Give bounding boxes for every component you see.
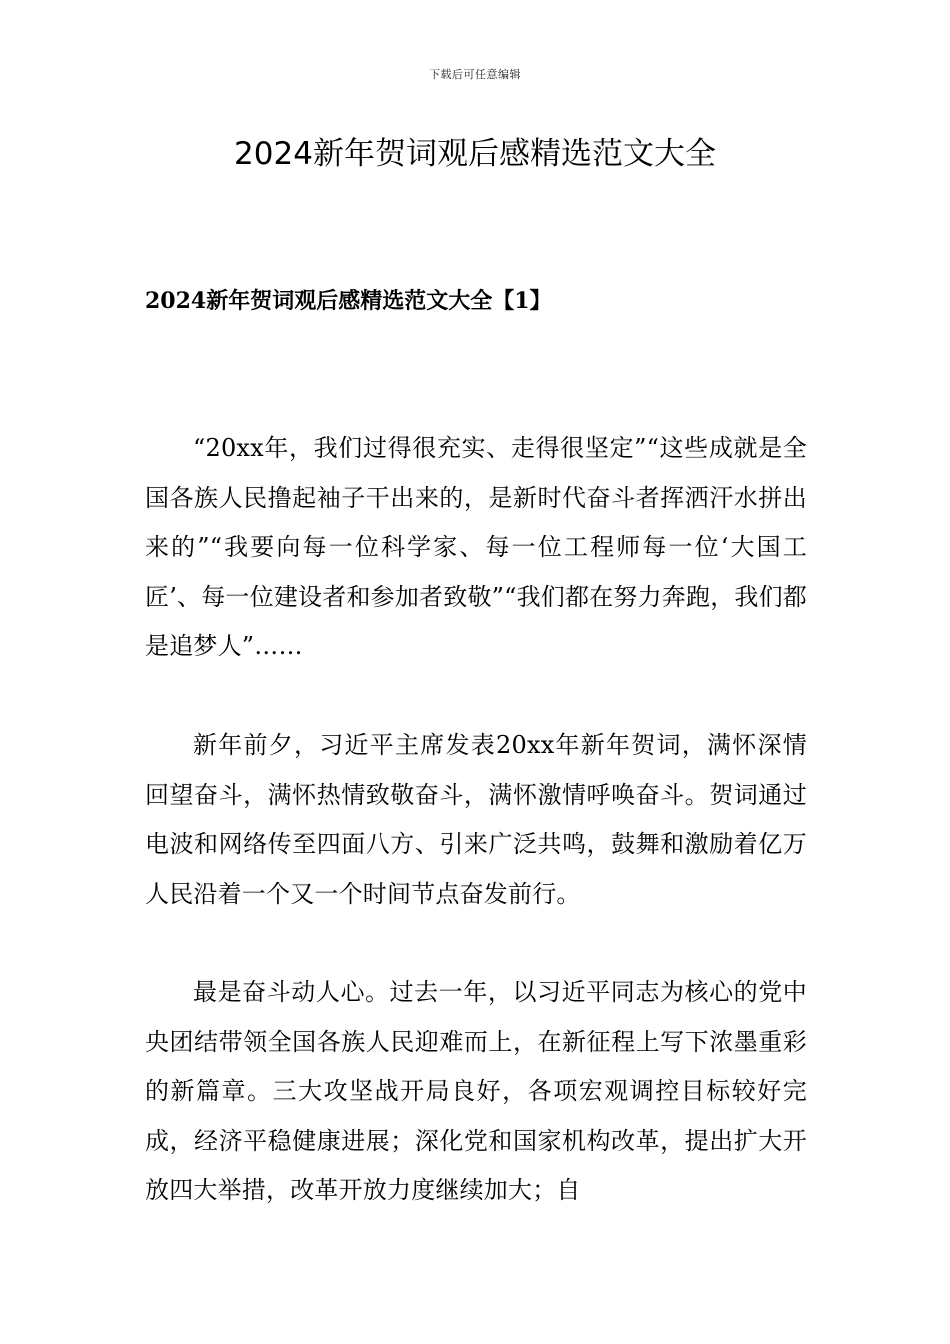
paragraph-2: 新年前夕，习近平主席发表20xx年新年贺词，满怀深情回望奋斗，满怀热情致敬奋斗，满怀激情呼唤奋斗。贺词通过电波和网络传至四面八方、引来广泛共鸣，鼓舞和激励着亿万人民沿着一个又一个时间节点奋发前行。: [145, 731, 807, 908]
section-heading: 2024新年贺词观后感精选范文大全【1】: [145, 288, 552, 314]
header-note: 下载后可任意编辑: [429, 68, 521, 81]
paragraph-3: 最是奋斗动人心。过去一年，以习近平同志为核心的党中央团结带领全国各族人民迎难而上，在新征程上写下浓墨重彩的新篇章。三大攻坚战开局良好，各项宏观调控目标较好完成，经济平稳健康进展；深化党和国家机构改革，提出扩大开放四大举措，改革开放力度继续加大；自: [145, 978, 807, 1204]
document-title: 2024新年贺词观后感精选范文大全: [234, 136, 716, 172]
paragraph-1: “20xx年，我们过得很充实、走得很坚定”“这些成就是全国各族人民撸起袖子干出来的，是新时代奋斗者挥洒汗水拼出来的”“我要向每一位科学家、每一位工程师每一位‘大国工匠’、每一位建设者和参加者致敬”“我们都在努力奔跑，我们都是追梦人”……: [145, 434, 807, 660]
